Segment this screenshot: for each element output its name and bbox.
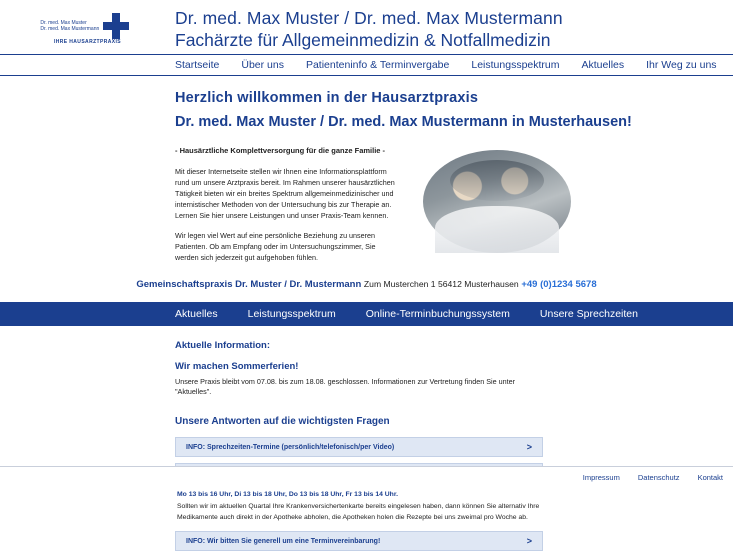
practice-contact-line — [0, 279, 733, 290]
team-photo — [423, 150, 571, 253]
intro-section — [0, 130, 733, 273]
nav-item-leistungsspektrum[interactable]: Leistungsspektrum — [471, 59, 559, 71]
practice-name: Gemeinschaftspraxis Dr. Muster / Dr. Mustermann — [136, 279, 361, 290]
medical-cross-icon — [103, 13, 129, 39]
faq-item-terminvereinbarung[interactable] — [175, 531, 543, 551]
footer-link-impressum[interactable]: Impressum — [583, 473, 620, 482]
intro-lead: - Hausärztliche Komplettversorgung für die ganze Familie - — [175, 146, 395, 155]
footer-link-kontakt[interactable]: Kontakt — [698, 473, 723, 482]
intro-paragraph-1: Mit dieser Internetseite stellen wir Ihnen eine Informationsplattform rund um unsere Arztpraxis bereit. Im Rahmen unserer hausärztlichen Tätigkeit bieten wir ein breites Spektrum allgemeinmedizinischer und internistischer Methoden von der Untersuchung bis zur Therapie an. Lernen Sie hier unsere Leistungen und unser Praxis-Team kennen. — [175, 167, 395, 222]
faq-accordion — [175, 437, 543, 551]
practice-logo[interactable] — [0, 6, 175, 52]
bluenav-item-sprechzeiten[interactable]: Unsere Sprechzeiten — [540, 308, 638, 320]
faq-body-hours: Mo 13 bis 16 Uhr, Di 13 bis 18 Uhr, Do 13 bis 18 Uhr, Fr 13 bis 14 Uhr. — [177, 491, 541, 498]
faq-heading: Unsere Antworten auf die wichtigsten Fragen — [175, 416, 543, 427]
logo-tagline: IHRE HAUSARZTPRAXIS — [40, 40, 134, 45]
nav-item-startseite[interactable]: Startseite — [175, 59, 219, 71]
header-titles — [175, 6, 563, 51]
faq-item-label: INFO: Wir bitten Sie generell um eine Terminvereinbarung! — [186, 538, 380, 545]
hero-heading: Herzlich willkommen in der Hausarztpraxis — [175, 90, 733, 106]
info-heading: Aktuelle Information: — [175, 340, 543, 351]
footer-link-datenschutz[interactable]: Datenschutz — [638, 473, 680, 482]
bluenav-item-leistungsspektrum[interactable]: Leistungsspektrum — [248, 308, 336, 320]
nav-item-patienteninfo[interactable]: Patienteninfo & Terminvergabe — [306, 59, 449, 71]
main-navigation — [0, 54, 733, 76]
secondary-navigation — [0, 302, 733, 326]
info-text: Unsere Praxis bleibt vom 07.08. bis zum 18.08. geschlossen. Informationen zur Vertretung finden Sie unter "Aktuelles". — [175, 377, 543, 399]
hero-section — [0, 76, 733, 130]
logo-right-blank — [133, 23, 134, 29]
practice-address: Zum Musterchen 1 56412 Musterhausen — [364, 279, 519, 289]
nav-item-aktuelles[interactable]: Aktuelles — [582, 59, 625, 71]
page-subtitle: Fachärzte für Allgemeinmedizin & Notfallmedizin — [175, 30, 563, 51]
page-title: Dr. med. Max Muster / Dr. med. Max Mustermann — [175, 8, 563, 28]
intro-text-column — [175, 146, 395, 273]
faq-item-abholzeiten-body — [175, 489, 543, 531]
faq-body-text: Sollten wir im aktuellen Quartal Ihre Krankenversichertenkarte bereits eingelesen haben, dann können Sie alternativ Ihre Medikamente auch direkt in der Apotheke abholen, die Apotheken holen die Rezepte bei uns zweimal pro Woche ab. — [177, 502, 541, 523]
info-subheading: Wir machen Sommerferien! — [175, 361, 543, 372]
intro-image-column — [423, 146, 571, 273]
hero-subheading: Dr. med. Max Muster / Dr. med. Max Mustermann in Musterhausen! — [175, 114, 733, 130]
chevron-right-icon: > — [527, 536, 532, 546]
site-header — [0, 0, 733, 50]
faq-item-label: INFO: Sprechzeiten-Termine (persönlich/telefonisch/per Video) — [186, 444, 394, 451]
intro-paragraph-2: Wir legen viel Wert auf eine persönliche Beziehung zu unseren Patienten. Ob am Empfang oder im Untersuchungszimmer, Sie werden sich jederzeit gut aufgehoben fühlen. — [175, 231, 395, 264]
site-footer — [0, 466, 733, 488]
bluenav-item-aktuelles[interactable]: Aktuelles — [175, 308, 218, 320]
bluenav-item-terminbuchung[interactable]: Online-Terminbuchungssystem — [366, 308, 510, 320]
info-section — [0, 340, 733, 551]
nav-item-ueber-uns[interactable]: Über uns — [241, 59, 284, 71]
faq-item-sprechzeiten[interactable] — [175, 437, 543, 457]
nav-item-ihr-weg-zu-uns[interactable]: Ihr Weg zu uns — [646, 59, 716, 71]
logo-doctor-names — [40, 20, 99, 33]
logo-line-1: Dr. med. Max Muster — [40, 20, 86, 26]
practice-phone[interactable]: +49 (0)1234 5678 — [521, 279, 596, 290]
logo-line-2: Dr. med. Max Mustermann — [40, 26, 99, 32]
chevron-right-icon: > — [527, 442, 532, 452]
